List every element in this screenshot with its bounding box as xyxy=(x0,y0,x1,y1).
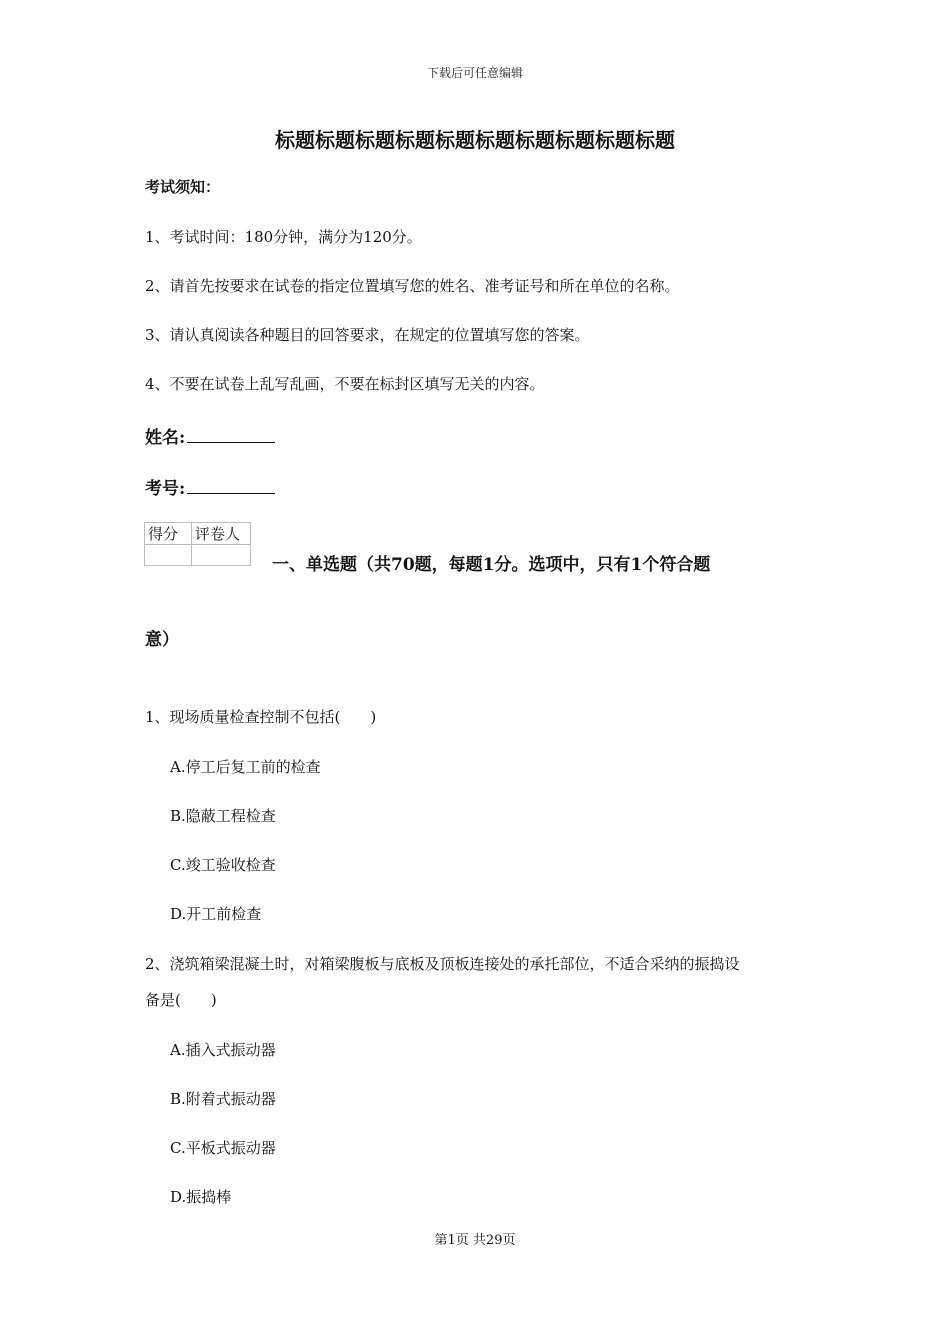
question-option: C.竣工验收检查 xyxy=(170,856,276,874)
question-stem: 2、浇筑箱梁混凝土时，对箱梁腹板与底板及顶板连接处的承托部位，不适合采纳的振捣设 xyxy=(145,955,740,973)
section-heading-continued: 意） xyxy=(145,630,179,650)
page-footer: 第1页 共29页 xyxy=(434,1233,516,1248)
question-option: A.停工后复工前的检查 xyxy=(170,758,321,776)
exam-no-label: 考号: xyxy=(145,479,186,499)
grader-cell[interactable] xyxy=(192,545,251,566)
page-title: 标题标题标题标题标题标题标题标题标题标题 xyxy=(275,128,675,152)
notice-rule: 2、请首先按要求在试卷的指定位置填写您的姓名、准考证号和所在单位的名称。 xyxy=(145,277,680,295)
header-note: 下载后可任意编辑 xyxy=(426,66,523,80)
question-option: C.平板式振动器 xyxy=(170,1139,276,1157)
question-stem-continued: 备是( ) xyxy=(145,991,217,1009)
name-label: 姓名: xyxy=(145,428,186,448)
notice-rule: 1、考试时间：180分钟，满分为120分。 xyxy=(145,228,422,246)
score-table xyxy=(144,522,251,566)
section-heading: 一、单选题（共70题，每题1分。选项中，只有1个符合题 xyxy=(272,555,711,575)
grader-header: 评卷人 xyxy=(192,523,251,545)
question-option: B.附着式振动器 xyxy=(170,1090,276,1108)
notice-heading: 考试须知： xyxy=(145,178,221,196)
question-option: B.隐蔽工程检查 xyxy=(170,807,276,825)
notice-rule: 3、请认真阅读各种题目的回答要求，在规定的位置填写您的答案。 xyxy=(145,326,590,344)
name-field xyxy=(145,423,275,448)
exam-no-blank[interactable] xyxy=(187,477,275,494)
question-option: A.插入式振动器 xyxy=(170,1041,276,1059)
score-header: 得分 xyxy=(145,523,192,545)
question-stem: 1、现场质量检查控制不包括( ) xyxy=(145,708,377,726)
exam-no-field xyxy=(145,474,275,499)
question-option: D.开工前检查 xyxy=(170,905,262,923)
name-blank[interactable] xyxy=(187,426,275,443)
score-cell[interactable] xyxy=(145,545,192,566)
question-option: D.振捣棒 xyxy=(170,1188,232,1206)
notice-rule: 4、不要在试卷上乱写乱画，不要在标封区填写无关的内容。 xyxy=(145,375,545,393)
